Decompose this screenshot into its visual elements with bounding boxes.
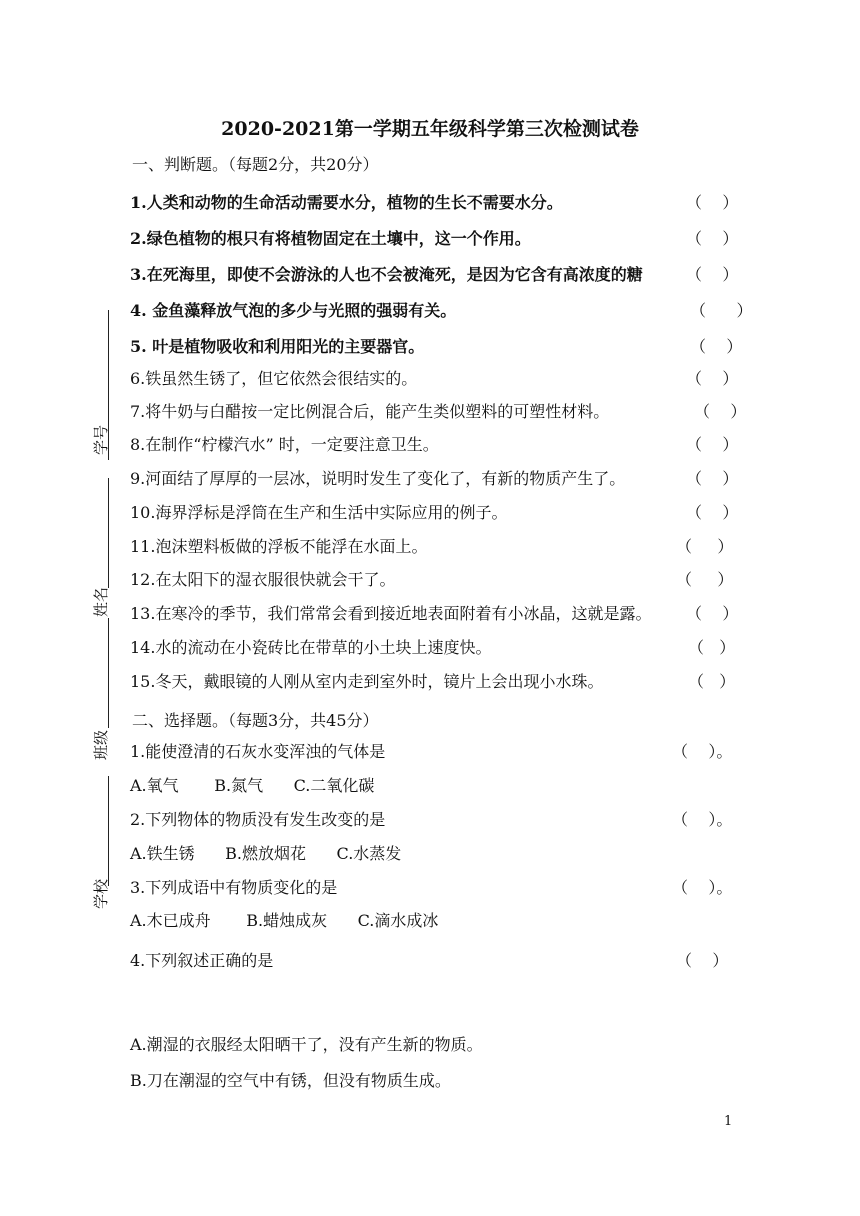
choice-answer-1[interactable]: （ ）。 <box>672 742 733 761</box>
binding-label-class: 班级 <box>92 730 110 761</box>
judge-answer-11[interactable]: （ ） <box>676 537 734 556</box>
judge-answer-9[interactable]: （ ） <box>686 469 739 488</box>
judge-answer-4[interactable]: （ ） <box>690 301 753 320</box>
judge-answer-12[interactable]: （ ） <box>676 570 734 589</box>
judge-question-7: 7.将牛奶与白醋按一定比例混合后，能产生类似塑料的可塑性材料。 <box>130 402 610 421</box>
judge-question-12: 12.在太阳下的湿衣服很快就会干了。 <box>130 570 396 589</box>
binding-line-name <box>108 478 109 588</box>
binding-line-class <box>108 618 109 728</box>
judge-answer-15[interactable]: （ ） <box>688 672 736 691</box>
judge-question-15: 15.冬天，戴眼镜的人刚从室内走到室外时，镜片上会出现小水珠。 <box>130 672 604 691</box>
judge-question-11: 11.泡沫塑料板做的浮板不能浮在水面上。 <box>130 537 428 556</box>
binding-label-name: 姓名 <box>92 587 110 618</box>
judge-answer-5[interactable]: （ ） <box>690 337 743 356</box>
choice-option-4a: A.潮湿的衣服经太阳晒干了，没有产生新的物质。 <box>130 1035 483 1054</box>
judge-answer-2[interactable]: （ ） <box>686 229 739 248</box>
choice-options-1: A.氧气 B.氮气 C.二氧化碳 <box>130 776 375 795</box>
choice-answer-4[interactable]: （ ） <box>676 951 729 970</box>
binding-label-student-id: 学号 <box>92 425 110 456</box>
choice-answer-3[interactable]: （ ）。 <box>672 878 733 897</box>
judge-question-8: 8.在制作“柠檬汽水” 时，一定要注意卫生。 <box>130 435 439 454</box>
page-number: 1 <box>724 1114 733 1129</box>
exam-title: 2020-2021第一学期五年级科学第三次检测试卷 <box>221 118 639 140</box>
choice-options-3: A.木已成舟 B.蜡烛成灰 C.滴水成冰 <box>130 911 439 930</box>
judge-answer-10[interactable]: （ ） <box>686 503 739 522</box>
choice-option-4b: B.刀在潮湿的空气中有锈，但没有物质生成。 <box>130 1071 451 1090</box>
judge-answer-3[interactable]: （ ） <box>686 265 739 284</box>
choice-question-2: 2.下列物体的物质没有发生改变的是 <box>130 810 386 829</box>
judge-answer-7[interactable]: （ ） <box>694 402 747 421</box>
judge-question-14: 14.水的流动在小瓷砖比在带草的小土块上速度快。 <box>130 638 492 657</box>
judge-question-1: 1.人类和动物的生命活动需要水分，植物的生长不需要水分。 <box>130 193 563 212</box>
judge-question-2: 2.绿色植物的根只有将植物固定在土壤中，这一个作用。 <box>130 229 531 248</box>
judge-question-3: 3.在死海里，即使不会游泳的人也不会被淹死，是因为它含有高浓度的糖 <box>130 265 643 284</box>
section-judge-heading: 一、判断题。（每题2分，共20分） <box>132 155 379 174</box>
judge-answer-1[interactable]: （ ） <box>686 193 739 212</box>
choice-question-3: 3.下列成语中有物质变化的是 <box>130 878 338 897</box>
judge-question-10: 10.海界浮标是浮筒在生产和生活中实际应用的例子。 <box>130 503 508 522</box>
judge-question-9: 9.河面结了厚厚的一层冰，说明时发生了变化了，有新的物质产生了。 <box>130 469 626 488</box>
judge-answer-6[interactable]: （ ） <box>686 369 739 388</box>
judge-answer-13[interactable]: （ ） <box>686 604 739 623</box>
section-choice-heading: 二、选择题。（每题3分，共45分） <box>132 711 379 730</box>
judge-answer-14[interactable]: （ ） <box>688 638 736 657</box>
judge-question-4: 4. 金鱼藻释放气泡的多少与光照的强弱有关。 <box>130 301 457 320</box>
choice-options-2: A.铁生锈 B.燃放烟花 C.水蒸发 <box>130 844 402 863</box>
choice-question-1: 1.能使澄清的石灰水变浑浊的气体是 <box>130 742 386 761</box>
judge-question-5: 5. 叶是植物吸收和利用阳光的主要器官。 <box>130 337 425 356</box>
choice-question-4: 4.下列叙述正确的是 <box>130 951 274 970</box>
judge-answer-8[interactable]: （ ） <box>686 435 739 454</box>
judge-question-13: 13.在寒冷的季节，我们常常会看到接近地表面附着有小冰晶，这就是露。 <box>130 604 652 623</box>
choice-answer-2[interactable]: （ ）。 <box>672 810 733 829</box>
judge-question-6: 6.铁虽然生锈了，但它依然会很结实的。 <box>130 369 418 388</box>
binding-line-school <box>108 776 109 886</box>
binding-label-school: 学校 <box>92 879 110 910</box>
